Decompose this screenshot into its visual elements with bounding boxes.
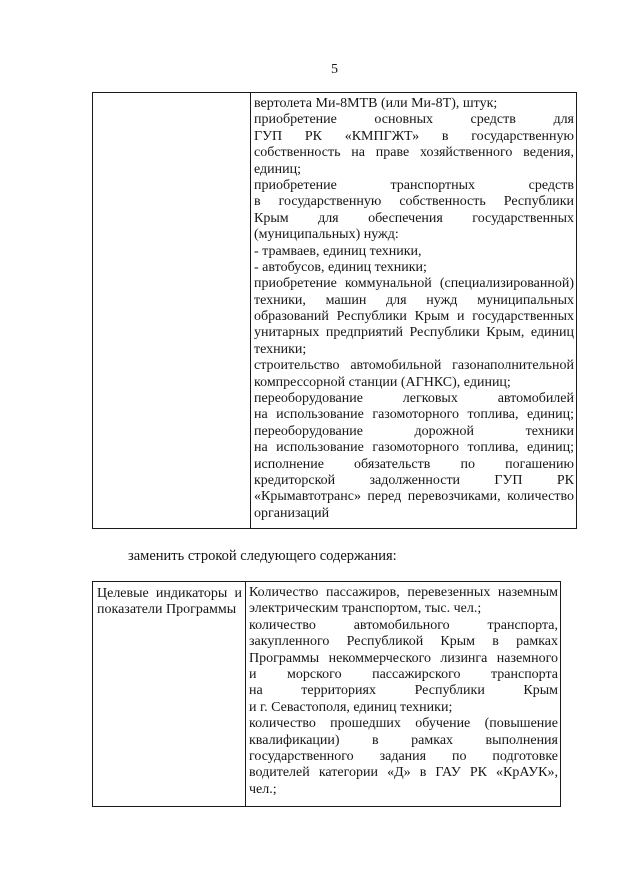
table2-line: Количество пассажиров, перевезенных наземным bbox=[249, 585, 558, 600]
table1-line: техники; bbox=[254, 341, 307, 357]
table2-line: Программы некоммерческого лизинга наземного bbox=[249, 650, 558, 666]
table1-line: вертолета Ми-8МТВ (или Ми-8Т), штук; bbox=[254, 96, 498, 111]
table1-line: ГУП РК «КМПГЖТ» в государственную bbox=[254, 128, 574, 144]
table1-line: - трамваев, единиц техники, bbox=[254, 243, 422, 259]
table2-line: и морского пассажирского транспорта bbox=[249, 666, 558, 682]
table1-line: на использование газомоторного топлива, единиц; bbox=[254, 440, 574, 456]
table2-line: электрическим транспортом, тыс. чел.; bbox=[249, 601, 482, 617]
table1-line: компрессорной станции (АГНКС), единиц; bbox=[254, 374, 511, 390]
table2-left-line: Целевые индикаторы и bbox=[97, 586, 242, 601]
table1-right-cell bbox=[251, 93, 576, 528]
table2-line: и г. Севастополя, единиц техники; bbox=[249, 699, 453, 715]
table2-right-cell bbox=[246, 582, 560, 806]
table1-line: Крым для обеспечения государственных bbox=[254, 210, 574, 226]
table1-line: переоборудование дорожной техники bbox=[254, 423, 574, 439]
table2-line: количество прошедших обучение (повышение bbox=[249, 716, 558, 732]
table1-line: переоборудование легковых автомобилей bbox=[254, 391, 574, 407]
table1-line: собственность на праве хозяйственного ведения, bbox=[254, 145, 574, 161]
table-new-wording bbox=[92, 581, 561, 807]
table1-line: (муниципальных) нужд: bbox=[254, 227, 399, 243]
table1-line: исполнение обязательств по погашению bbox=[254, 456, 574, 472]
table2-line: чел.; bbox=[249, 781, 277, 797]
table1-line: «Крымавтотранс» перед перевозчиками, количество bbox=[254, 489, 574, 505]
table2-left-cell bbox=[93, 582, 246, 806]
table2-left-line: показатели Программы bbox=[97, 602, 237, 618]
table1-line: - автобусов, единиц техники; bbox=[254, 259, 427, 275]
page-number: 5 bbox=[331, 62, 338, 77]
table2-line: на территориях Республики Крым bbox=[249, 683, 558, 699]
table1-line: унитарных предприятий Республики Крым, единиц bbox=[254, 325, 574, 341]
table2-line: количество автомобильного транспорта, bbox=[249, 617, 558, 633]
table1-left-cell bbox=[93, 93, 251, 528]
instruction-text: заменить строкой следующего содержания: bbox=[128, 548, 397, 564]
table1-line: образований Республики Крым и государственных bbox=[254, 309, 574, 325]
table1-line: единиц; bbox=[254, 161, 302, 177]
table1-line: в государственную собственность Республики bbox=[254, 194, 574, 210]
table1-line: приобретение основных средств для bbox=[254, 112, 574, 128]
table1-line: кредиторской задолженности ГУП РК bbox=[254, 472, 574, 488]
table-previous-wording bbox=[92, 92, 577, 529]
table1-line: приобретение коммунальной (специализированной) bbox=[254, 276, 574, 292]
table2-line: водителей категории «Д» в ГАУ РК «КрАУК», bbox=[249, 765, 558, 781]
table2-line: квалификации) в рамках выполнения bbox=[249, 732, 558, 748]
table1-line: организаций bbox=[254, 505, 330, 521]
table1-line: техники, машин для нужд муниципальных bbox=[254, 292, 574, 308]
table1-line: строительство автомобильной газонаполнительной bbox=[254, 358, 574, 374]
table2-line: государственного задания по подготовке bbox=[249, 748, 558, 764]
table1-line: приобретение транспортных средств bbox=[254, 177, 574, 193]
table2-line: закупленного Республикой Крым в рамках bbox=[249, 634, 558, 650]
table1-line: на использование газомоторного топлива, единиц; bbox=[254, 407, 574, 423]
